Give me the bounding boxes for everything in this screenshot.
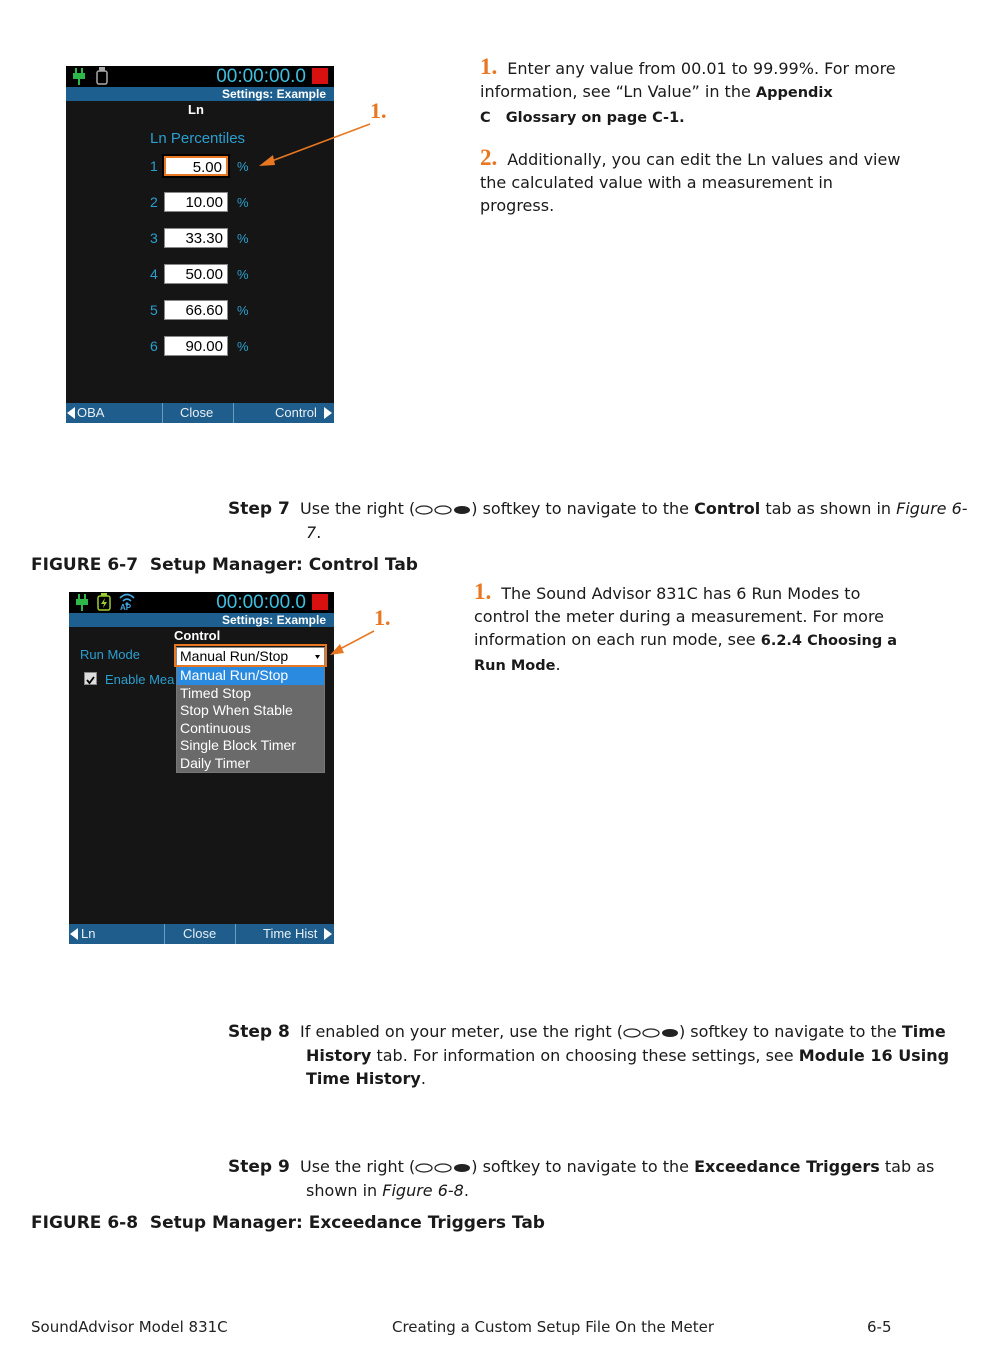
ln-unit-1: % [237, 159, 249, 174]
run-mode-dropdown [176, 666, 325, 773]
note-reference: Appendix C Glossary on page C-1. [480, 85, 833, 126]
left-arrow-icon [67, 407, 75, 419]
step-end: . [463, 1181, 469, 1200]
step-9 [228, 1155, 982, 1202]
dropdown-option[interactable]: Continuous [180, 719, 251, 736]
note-number: 2. [480, 145, 498, 170]
softkey-center[interactable]: Close [180, 405, 214, 420]
record-indicator [312, 594, 328, 610]
ln-value-5[interactable]: 66.60 [164, 300, 228, 320]
right-arrow-icon [324, 928, 332, 940]
ln-unit-4: % [237, 267, 249, 282]
enable-checkbox[interactable] [84, 672, 97, 685]
note-text: The Sound Advisor 831C has 6 Run Modes to control the meter during a measurement. For more information on each run mode, see [474, 584, 885, 649]
settings-bar: Settings: Example [69, 613, 334, 627]
note-text: Additionally, you can edit the Ln values and view the calculated value with a measurement in progress. [480, 150, 901, 215]
step-text: ) softkey to navigate to the [471, 499, 689, 518]
ln-index-1: 1 [150, 158, 158, 174]
figure-reference: Figure 6-7 [306, 499, 968, 542]
check-icon [85, 675, 96, 686]
note-number: 1. [480, 54, 498, 79]
elapsed-clock: 00:00:00.0 [216, 592, 306, 613]
ln-percentiles-label: Ln Percentiles [150, 130, 246, 147]
ap-label: AP [120, 603, 132, 612]
softkey-divider [235, 924, 236, 944]
callout-number: 1. [374, 605, 391, 630]
note-reference: 6.2.4 Choosing a Run Mode [474, 633, 898, 674]
step-end: . [420, 1069, 426, 1088]
softkey-divider [233, 403, 234, 423]
battery-charging-icon [96, 593, 112, 611]
tab-title: Control [174, 628, 221, 643]
step-text: If enabled on your meter, use the right ( [300, 1022, 623, 1041]
softkey-right[interactable]: Control [275, 405, 317, 420]
plug-icon [75, 594, 89, 611]
status-bar [69, 592, 334, 613]
ln-index-3: 3 [150, 230, 158, 246]
softkey-divider [164, 924, 165, 944]
step-bold: Exceedance Triggers [694, 1157, 880, 1176]
step-text: tab as shown in [306, 1157, 935, 1200]
step-8 [228, 1020, 982, 1090]
enable-label: Enable Mea [105, 672, 175, 687]
step-bold: Module 16 Using Time History [306, 1046, 950, 1088]
ln-index-5: 5 [150, 302, 158, 318]
ln-value-1[interactable]: 5.00 [164, 156, 228, 176]
softkey-left[interactable]: OBA [77, 405, 105, 420]
step-label: Step 7 [228, 499, 290, 519]
ln-unit-2: % [237, 195, 249, 210]
right-softkey-icon [415, 504, 471, 516]
highlight-box [174, 644, 327, 667]
settings-bar: Settings: Example [66, 87, 334, 101]
footer-left: SoundAdvisor Model 831C [31, 1318, 228, 1336]
step-bold: Time History [306, 1022, 946, 1065]
ln-unit-5: % [237, 303, 249, 318]
right-softkey-icon [415, 1162, 471, 1174]
softkey-right[interactable]: Time Hist [263, 926, 318, 941]
note-top-1 [480, 55, 905, 130]
step-text: ) softkey to navigate to the [471, 1157, 689, 1176]
run-mode-label: Run Mode [80, 647, 140, 662]
figure-6-7-caption: FIGURE 6-7 Setup Manager: Control Tab [31, 555, 418, 575]
softkey-left[interactable]: Ln [81, 926, 96, 941]
ln-unit-6: % [237, 339, 249, 354]
elapsed-clock: 00:00:00.0 [216, 66, 306, 87]
step-text: tab as shown in [765, 499, 892, 518]
figure-6-8-caption: FIGURE 6-8 Setup Manager: Exceedance Triggers Tab [31, 1213, 545, 1233]
dropdown-option[interactable]: Timed Stop [180, 684, 252, 701]
ln-value-3[interactable]: 33.30 [164, 228, 228, 248]
dropdown-option[interactable]: Stop When Stable [180, 702, 293, 718]
softkey-center[interactable]: Close [183, 926, 217, 941]
footer-center: Creating a Custom Setup File On the Meter [392, 1318, 714, 1336]
ln-index-4: 4 [150, 266, 158, 282]
softkey-bar [69, 924, 334, 944]
note-top-2 [480, 146, 905, 217]
ln-unit-3: % [237, 231, 249, 246]
callout-number: 1. [370, 98, 387, 123]
step-label: Step 8 [228, 1022, 290, 1042]
figure-reference: Figure 6-8 [382, 1181, 464, 1200]
callout-arrow [328, 628, 378, 658]
step-label: Step 9 [228, 1157, 290, 1177]
softkey-divider [162, 403, 163, 423]
right-softkey-icon [623, 1027, 679, 1039]
right-arrow-icon [324, 407, 332, 419]
status-bar [66, 66, 334, 87]
ln-value-2[interactable]: 10.00 [164, 192, 228, 212]
step-text: Use the right ( [300, 1157, 416, 1176]
ln-value-6[interactable]: 90.00 [164, 336, 228, 356]
ln-value-4[interactable]: 50.00 [164, 264, 228, 284]
dropdown-option[interactable]: Manual Run/Stop [177, 667, 324, 685]
callout-arrow [255, 120, 375, 170]
record-indicator [312, 68, 328, 84]
step-bold: Control [694, 499, 761, 518]
step-end: . [316, 523, 322, 542]
dropdown-option[interactable]: Single Block Timer [180, 737, 296, 753]
note-number: 1. [474, 579, 492, 604]
softkey-bar [66, 403, 334, 423]
left-arrow-icon [70, 928, 78, 940]
footer-page-number: 6-5 [867, 1318, 892, 1336]
ln-index-2: 2 [150, 194, 158, 210]
run-mode-value: Manual Run/Stop [180, 648, 289, 664]
step-text: tab. For information on choosing these settings, see [376, 1046, 794, 1065]
ln-index-6: 6 [150, 338, 158, 354]
note-control-1 [474, 580, 904, 678]
plug-icon [72, 68, 86, 85]
dropdown-option[interactable]: Daily Timer [180, 754, 251, 771]
note-end: . [555, 655, 561, 674]
step-text: Use the right ( [300, 499, 416, 518]
note-text: Enter any value from 00.01 to 99.99%. For more information, see “Ln Value” in the [480, 59, 896, 101]
step-text: ) softkey to navigate to the [678, 1022, 897, 1041]
usb-drive-icon [96, 67, 108, 85]
tab-title: Ln [188, 102, 204, 117]
step-7 [228, 497, 982, 544]
